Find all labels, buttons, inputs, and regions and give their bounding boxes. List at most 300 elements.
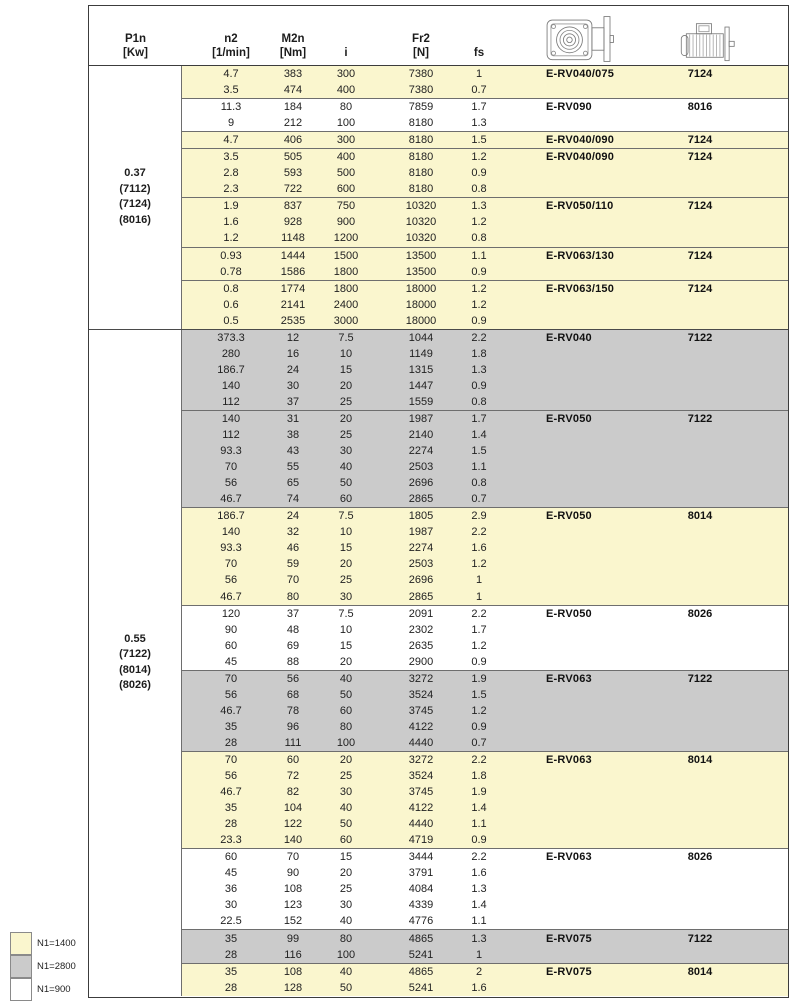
n2-value: 3.5	[223, 151, 239, 164]
m2n-value: 74	[286, 493, 300, 506]
fs-value: 0.7	[471, 493, 487, 506]
fr2-value: 4865	[408, 932, 434, 945]
fs-value: 1.8	[471, 347, 487, 360]
fr2-value: 10320	[405, 232, 437, 245]
fr2-value: 2696	[408, 477, 434, 490]
m2n-value: 474	[283, 84, 303, 97]
table-row	[182, 964, 788, 980]
table-row	[182, 132, 788, 148]
table-row	[182, 508, 788, 524]
table-row	[182, 443, 788, 459]
m2n-value: 80	[286, 590, 300, 603]
m2n-value: 72	[286, 770, 300, 783]
rating-block	[182, 410, 788, 507]
m2n-value: 406	[283, 134, 303, 147]
fr2-value: 2091	[408, 607, 434, 620]
i-value: 900	[336, 216, 356, 229]
rating-block	[182, 507, 788, 604]
i-value: 40	[339, 802, 353, 815]
gearbox-model: E-RV063/130	[546, 249, 615, 262]
motor-size-code: 7124	[687, 249, 713, 262]
fs-value: 0.9	[471, 655, 487, 668]
col-header-label: n2	[224, 33, 238, 45]
m2n-value: 16	[286, 347, 300, 360]
i-value: 20	[339, 867, 353, 880]
i-value: 60	[339, 704, 353, 717]
motor-size-code: 7122	[687, 672, 713, 685]
n2-value: 56	[224, 477, 238, 490]
n2-value: 60	[224, 639, 238, 652]
i-value: 50	[339, 818, 353, 831]
fr2-value: 1805	[408, 510, 434, 523]
fs-value: 0.9	[471, 720, 487, 733]
table-row	[182, 703, 788, 719]
m2n-value: 837	[283, 200, 303, 213]
i-value: 20	[339, 379, 353, 392]
i-value: 7.5	[338, 510, 354, 523]
fr2-value: 5241	[408, 948, 434, 961]
n2-value: 60	[224, 851, 238, 864]
worm-gearbox-icon	[542, 14, 628, 69]
m2n-value: 104	[283, 802, 303, 815]
i-value: 400	[336, 151, 356, 164]
i-value: 50	[339, 688, 353, 701]
col-header-label: P1n	[124, 33, 147, 45]
fs-value: 1.4	[471, 899, 487, 912]
i-value: 50	[339, 981, 353, 994]
table-row	[182, 671, 788, 687]
n2-value: 35	[224, 720, 238, 733]
i-value: 30	[339, 899, 353, 912]
fr2-value: 1044	[408, 331, 434, 344]
i-value: 15	[339, 542, 353, 555]
table-row	[182, 214, 788, 230]
motor-size-code: 7124	[687, 134, 713, 147]
fr2-value: 2274	[408, 445, 434, 458]
fr2-value: 4440	[408, 818, 434, 831]
m2n-value: 722	[283, 183, 303, 196]
i-value: 25	[339, 395, 353, 408]
m2n-value: 108	[283, 883, 303, 896]
n2-value: 186.7	[217, 363, 245, 376]
i-value: 100	[336, 736, 356, 749]
legend-label: N1=900	[37, 984, 71, 995]
n2-value: 0.8	[223, 282, 239, 295]
fr2-value: 2865	[408, 493, 434, 506]
power-label-line: (8026)	[119, 679, 151, 692]
fs-value: 1.9	[471, 672, 487, 685]
block-list	[182, 330, 788, 996]
i-value: 15	[339, 363, 353, 376]
i-value: 1500	[333, 249, 359, 262]
table-row	[182, 491, 788, 507]
rating-block	[182, 280, 788, 329]
m2n-value: 31	[286, 413, 300, 425]
fs-value: 1.3	[471, 363, 487, 376]
i-value: 80	[339, 101, 353, 114]
n2-value: 70	[224, 461, 238, 474]
table-row	[182, 687, 788, 703]
i-value: 40	[339, 461, 353, 474]
m2n-value: 37	[286, 607, 300, 620]
table-row	[182, 362, 788, 378]
fr2-value: 1987	[408, 413, 434, 425]
fs-value: 0.8	[471, 477, 487, 490]
fr2-value: 2865	[408, 590, 434, 603]
m2n-value: 70	[286, 574, 300, 587]
m2n-value: 70	[286, 851, 300, 864]
n2-value: 140	[221, 526, 241, 539]
n2-value: 93.3	[220, 542, 242, 555]
table-row	[182, 540, 788, 556]
n2-value: 35	[224, 965, 238, 978]
i-value: 40	[339, 915, 353, 928]
fr2-value: 3272	[408, 753, 434, 766]
fs-value: 1.4	[471, 429, 487, 442]
power-label-line: (7124)	[119, 198, 151, 211]
n2-value: 46.7	[220, 786, 242, 799]
i-value: 3000	[333, 314, 359, 327]
power-label-line: (7122)	[119, 648, 151, 661]
legend-color-swatch	[10, 978, 32, 1001]
m2n-value: 48	[286, 623, 300, 636]
fs-value: 0.8	[471, 183, 487, 196]
m2n-value: 78	[286, 704, 300, 717]
fs-value: 0.9	[471, 314, 487, 327]
fr2-value: 7380	[408, 84, 434, 97]
gearbox-model: E-RV090	[546, 101, 592, 114]
motor-size-code: 7124	[687, 151, 713, 164]
table-row	[182, 849, 788, 865]
table-row	[182, 816, 788, 832]
gearbox-model: E-RV050	[546, 607, 592, 620]
i-value: 10	[339, 623, 353, 636]
col-header-unit: [Nm]	[279, 47, 307, 59]
fr2-value: 1315	[408, 363, 434, 376]
table-row	[182, 606, 788, 622]
power-rating-label	[89, 66, 182, 329]
i-value: 500	[336, 167, 356, 180]
legend-label: N1=2800	[37, 961, 76, 972]
i-value: 30	[339, 786, 353, 799]
m2n-value: 116	[284, 948, 302, 961]
n2-value: 56	[224, 770, 238, 783]
fs-value: 1.7	[471, 413, 487, 425]
col-header-fs	[456, 46, 502, 60]
motor-size-code: 7124	[687, 282, 713, 295]
i-value: 7.5	[338, 607, 354, 620]
table-row	[182, 411, 788, 427]
col-header-label: fs	[473, 47, 485, 59]
table-row	[182, 264, 788, 280]
fs-value: 0.9	[471, 265, 487, 278]
i-value: 1800	[333, 282, 359, 295]
table-row	[182, 800, 788, 816]
motor-size-code: 8014	[687, 753, 713, 766]
m2n-value: 928	[283, 216, 303, 229]
table-row	[182, 149, 788, 165]
m2n-value: 60	[286, 753, 300, 766]
table-body	[89, 66, 788, 996]
i-value: 80	[339, 932, 353, 945]
fr2-value: 4122	[408, 720, 434, 733]
m2n-value: 46	[286, 542, 300, 555]
table-row	[182, 930, 788, 946]
table-row	[182, 230, 788, 246]
table-row	[182, 297, 788, 313]
n2-value: 70	[224, 672, 238, 685]
fr2-value: 1149	[409, 347, 433, 360]
n2-value: 45	[224, 655, 238, 668]
fr2-value: 1987	[408, 526, 434, 539]
m2n-value: 56	[286, 672, 300, 685]
table-row	[182, 330, 788, 346]
m2n-value: 43	[286, 445, 300, 458]
fr2-value: 3444	[408, 851, 434, 864]
rating-block	[182, 98, 788, 131]
i-value: 750	[336, 200, 356, 213]
fs-value: 1.2	[471, 298, 487, 311]
i-value: 100	[336, 117, 356, 130]
fr2-value: 2140	[408, 429, 434, 442]
table-row	[182, 768, 788, 784]
power-section	[89, 66, 788, 329]
fs-value: 1.8	[471, 770, 487, 783]
i-value: 1800	[333, 265, 359, 278]
rating-block	[182, 848, 788, 929]
table-row	[182, 378, 788, 394]
ratings-table	[88, 5, 789, 998]
table-row	[182, 99, 788, 115]
fs-value: 1.1	[471, 461, 487, 474]
fs-value: 1	[475, 574, 483, 587]
col-header-unit: [Kw]	[123, 47, 148, 59]
i-value: 60	[339, 493, 353, 506]
motor-size-code: 7122	[687, 331, 713, 344]
fr2-value: 4440	[408, 736, 434, 749]
m2n-value: 88	[286, 655, 300, 668]
m2n-value: 69	[286, 639, 300, 652]
m2n-value: 24	[286, 363, 300, 376]
i-value: 300	[336, 134, 356, 147]
m2n-value: 1444	[280, 249, 306, 262]
gearbox-model: E-RV063	[546, 672, 592, 685]
table-row	[182, 865, 788, 881]
motor-size-code: 8026	[687, 851, 713, 864]
motor-size-code: 8026	[687, 607, 713, 620]
n2-value: 56	[224, 574, 238, 587]
table-row	[182, 248, 788, 264]
fs-value: 1.2	[471, 151, 487, 164]
table-row	[182, 198, 788, 214]
table-row	[182, 752, 788, 768]
fs-value: 2.2	[471, 331, 487, 344]
fr2-value: 5241	[408, 981, 434, 994]
n2-value: 0.6	[223, 298, 239, 311]
i-value: 30	[339, 590, 353, 603]
fs-value: 0.9	[471, 379, 487, 392]
power-label-line: 0.37	[124, 167, 146, 180]
fr2-value: 4339	[408, 899, 434, 912]
motor-size-code: 7124	[687, 200, 713, 213]
power-label-line: 0.55	[124, 632, 146, 645]
gearbox-model: E-RV050	[546, 510, 592, 523]
rating-block	[182, 330, 788, 410]
m2n-value: 111	[284, 736, 302, 749]
m2n-value: 505	[283, 151, 303, 164]
power-label-line: (7112)	[119, 182, 151, 195]
fr2-value: 18000	[405, 298, 437, 311]
gearbox-model: E-RV063	[546, 851, 592, 864]
table-row	[182, 654, 788, 670]
legend-color-swatch	[10, 932, 32, 955]
col-header-p1n	[89, 32, 182, 60]
col-header-unit: [N]	[413, 47, 429, 59]
m2n-value: 99	[286, 932, 300, 945]
table-row	[182, 346, 788, 362]
fs-value: 1.1	[471, 249, 487, 262]
fr2-value: 3791	[408, 867, 434, 880]
m2n-value: 38	[286, 429, 300, 442]
table-row	[182, 881, 788, 897]
rating-block	[182, 247, 788, 280]
gearbox-model: E-RV050	[546, 413, 592, 425]
n2-value: 0.93	[220, 249, 242, 262]
n2-value: 36	[224, 883, 238, 896]
n2-value: 35	[224, 802, 238, 815]
n2-value: 28	[224, 736, 238, 749]
n2-value: 90	[224, 623, 238, 636]
fr2-value: 2635	[408, 639, 434, 652]
gearbox-model: E-RV040/090	[546, 151, 615, 164]
fr2-value: 2900	[408, 655, 434, 668]
fs-value: 1.7	[471, 623, 487, 636]
fr2-value: 2274	[408, 542, 434, 555]
fs-value: 2.2	[471, 851, 487, 864]
fr2-value: 7859	[408, 101, 434, 114]
n2-value: 0.5	[223, 314, 239, 327]
fr2-value: 1559	[408, 395, 434, 408]
n2-value: 30	[224, 899, 238, 912]
m2n-value: 90	[286, 867, 300, 880]
rating-block	[182, 66, 788, 98]
fs-value: 2.2	[471, 753, 487, 766]
m2n-value: 128	[283, 981, 303, 994]
fr2-value: 4719	[408, 834, 434, 847]
table-row	[182, 638, 788, 654]
rating-block	[182, 670, 788, 751]
col-header-unit: [1/min]	[212, 47, 250, 59]
fr2-value: 10320	[405, 216, 437, 229]
n2-value: 23.3	[220, 834, 242, 847]
speed-legend	[10, 932, 76, 1001]
fs-value: 1.7	[471, 101, 487, 114]
fs-value: 1.2	[471, 704, 487, 717]
table-row	[182, 622, 788, 638]
fs-value: 0.8	[471, 232, 487, 245]
n2-value: 112	[222, 395, 240, 408]
table-row	[182, 115, 788, 131]
gearbox-model: E-RV040/075	[546, 68, 615, 81]
table-row	[182, 165, 788, 181]
fs-value: 1.1	[471, 915, 487, 928]
table-row	[182, 82, 788, 98]
m2n-value: 383	[283, 68, 303, 81]
i-value: 10	[339, 347, 353, 360]
i-value: 25	[339, 770, 353, 783]
fs-value: 0.7	[471, 84, 487, 97]
m2n-value: 122	[283, 818, 303, 831]
fr2-value: 3524	[408, 770, 434, 783]
i-value: 40	[339, 965, 353, 978]
electric-motor-icon	[677, 22, 741, 69]
rating-block	[182, 148, 788, 197]
n2-value: 4.7	[223, 134, 239, 147]
m2n-value: 2141	[280, 298, 306, 311]
n2-value: 2.8	[223, 167, 239, 180]
fs-value: 1.3	[471, 117, 487, 130]
n2-value: 280	[221, 347, 241, 360]
fs-value: 1.5	[471, 688, 487, 701]
fs-value: 1.1	[471, 818, 487, 831]
motor-size-code: 8014	[687, 965, 713, 978]
m2n-value: 108	[283, 965, 303, 978]
n2-value: 46.7	[220, 493, 242, 506]
table-row	[182, 784, 788, 800]
n2-value: 112	[222, 429, 240, 442]
table-row	[182, 719, 788, 735]
fr2-value: 8180	[408, 134, 434, 147]
table-row	[182, 427, 788, 443]
fr2-value: 8180	[408, 183, 434, 196]
fr2-value: 10320	[405, 200, 437, 213]
gearbox-model: E-RV063	[546, 753, 592, 766]
fr2-value: 3745	[408, 786, 434, 799]
n2-value: 1.6	[223, 216, 239, 229]
table-row	[182, 913, 788, 929]
i-value: 100	[336, 948, 356, 961]
n2-value: 70	[224, 753, 238, 766]
fs-value: 1.5	[471, 445, 487, 458]
rating-block	[182, 197, 788, 246]
table-row	[182, 897, 788, 913]
fr2-value: 3524	[408, 688, 434, 701]
i-value: 15	[339, 851, 353, 864]
i-value: 20	[339, 413, 353, 425]
i-value: 40	[339, 672, 353, 685]
fs-value: 1.2	[471, 216, 487, 229]
i-value: 20	[339, 655, 353, 668]
n2-value: 1.9	[223, 200, 239, 213]
fr2-value: 18000	[405, 314, 437, 327]
rating-block	[182, 605, 788, 670]
table-row	[182, 735, 788, 751]
fr2-value: 1447	[408, 379, 434, 392]
m2n-value: 140	[283, 834, 303, 847]
n2-value: 22.5	[220, 915, 242, 928]
block-list	[182, 66, 788, 329]
table-row	[182, 947, 788, 963]
i-value: 300	[336, 68, 356, 81]
fr2-value: 2302	[408, 623, 434, 636]
fr2-value: 4865	[408, 965, 434, 978]
table-header	[89, 6, 788, 66]
motor-size-code: 7124	[687, 68, 713, 81]
m2n-value: 212	[283, 117, 303, 130]
n2-value: 56	[224, 688, 238, 701]
fs-value: 0.9	[471, 834, 487, 847]
table-row	[182, 281, 788, 297]
